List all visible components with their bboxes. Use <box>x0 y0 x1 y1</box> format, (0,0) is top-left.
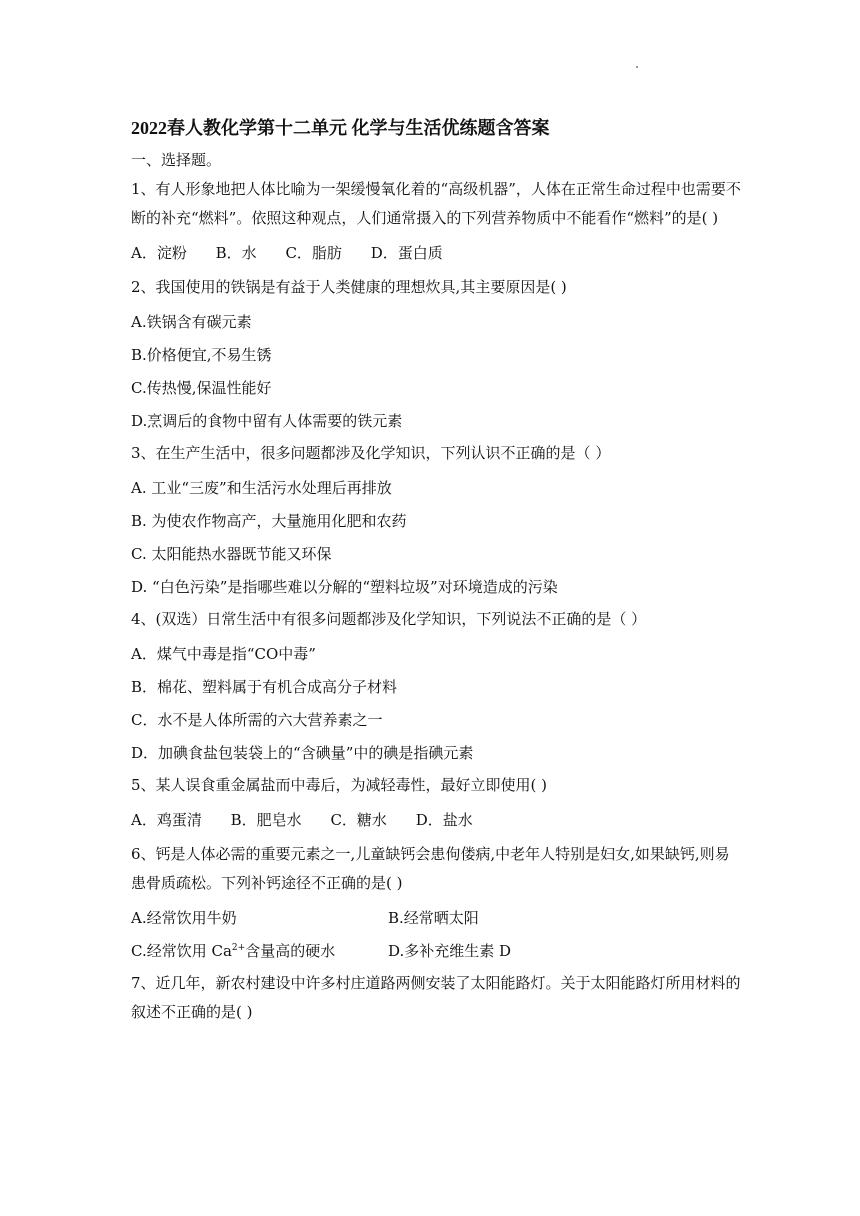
question-4-stem: 4、(双选）日常生活中有很多问题都涉及化学知识，下列说法不正确的是（ ） <box>131 610 647 628</box>
question-1-option-a: A．淀粉 <box>131 244 187 262</box>
document-title: 2022春人教化学第十二单元 化学与生活优练题含答案 <box>131 118 550 138</box>
question-2-option-c: C.传热慢,保温性能好 <box>131 379 272 397</box>
question-3-stem: 3、在生产生活中，很多问题都涉及化学知识，下列认识不正确的是（ ） <box>131 444 611 462</box>
question-5-option-d: D．盐水 <box>415 811 473 829</box>
question-3-option-c: C. 太阳能热水器既节能又环保 <box>131 545 332 563</box>
question-6-option-c-text: C.经常饮用 Ca <box>131 942 232 960</box>
section-heading: 一、选择题。 <box>131 151 222 169</box>
document-content <box>131 114 741 1032</box>
question-4-option-a: A．煤气中毒是指“CO中毒” <box>131 645 316 663</box>
question-6-option-c-suffix: 含量高的硬水 <box>245 942 336 960</box>
question-7-stem: 7、近几年，新农村建设中许多村庄道路两侧安装了太阳能路灯。关于太阳能路灯所用材料的叙述不正确的是( ) <box>131 974 741 1021</box>
question-5-options <box>131 805 741 835</box>
question-4-option-c: C．水不是人体所需的六大营养素之一 <box>131 711 383 729</box>
question-2-stem: 2、我国使用的铁锅是有益于人类健康的理想炊具,其主要原因是( ) <box>131 278 567 296</box>
question-3-option-a: A. 工业“三废”和生活污水处理后再排放 <box>131 479 392 497</box>
question-6-option-b: B.经常晒太阳 <box>388 909 479 927</box>
question-6-option-c <box>131 936 388 966</box>
question-5-option-b: B．肥皂水 <box>230 811 302 829</box>
question-1-option-b: B．水 <box>215 244 257 262</box>
question-5-stem: 5、某人误食重金属盐而中毒后，为减轻毒性，最好立即使用( ) <box>131 776 548 794</box>
question-1-option-c: C．脂肪 <box>285 244 342 262</box>
question-6-stem: 6、钙是人体必需的重要元素之一,儿童缺钙会患佝偻病,中老年人特别是妇女,如果缺钙,则易患骨质疏松。下列补钙途径不正确的是( ) <box>131 845 730 892</box>
question-1-options <box>131 238 741 268</box>
question-4-option-d: D．加碘食盐包装袋上的“含碘量”中的碘是指碘元素 <box>131 744 474 762</box>
question-1-stem: 1、有人形象地把人体比喻为一架缓慢氧化着的“高级机器”，人体在正常生命过程中也需要不断的补充“燃料”。依照这种观点，人们通常摄入的下列营养物质中不能看作“燃料”的是( ) <box>131 180 741 227</box>
question-6-option-a: A.经常饮用牛奶 <box>131 909 237 927</box>
question-6-options-row-1 <box>131 903 741 933</box>
question-4-option-b: B．棉花、塑料属于有机合成高分子材料 <box>131 678 398 696</box>
question-2-option-b: B.价格便宜,不易生锈 <box>131 346 272 364</box>
question-3-option-d: D. “白色污染”是指哪些难以分解的“塑料垃圾”对环境造成的污染 <box>131 578 558 596</box>
question-5-option-c: C．糖水 <box>330 811 387 829</box>
question-2-option-a: A.铁锅含有碳元素 <box>131 313 252 331</box>
question-6-option-c-superscript: 2+ <box>231 943 246 953</box>
question-6-options-row-2 <box>131 936 741 966</box>
page-marker-dot <box>636 66 638 68</box>
question-5-option-a: A．鸡蛋清 <box>131 811 202 829</box>
question-6-option-d: D.多补充维生素 D <box>388 942 512 960</box>
question-1-option-d: D．蛋白质 <box>370 244 443 262</box>
question-2-option-d: D.烹调后的食物中留有人体需要的铁元素 <box>131 412 403 430</box>
question-3-option-b: B. 为使农作物高产，大量施用化肥和农药 <box>131 512 407 530</box>
